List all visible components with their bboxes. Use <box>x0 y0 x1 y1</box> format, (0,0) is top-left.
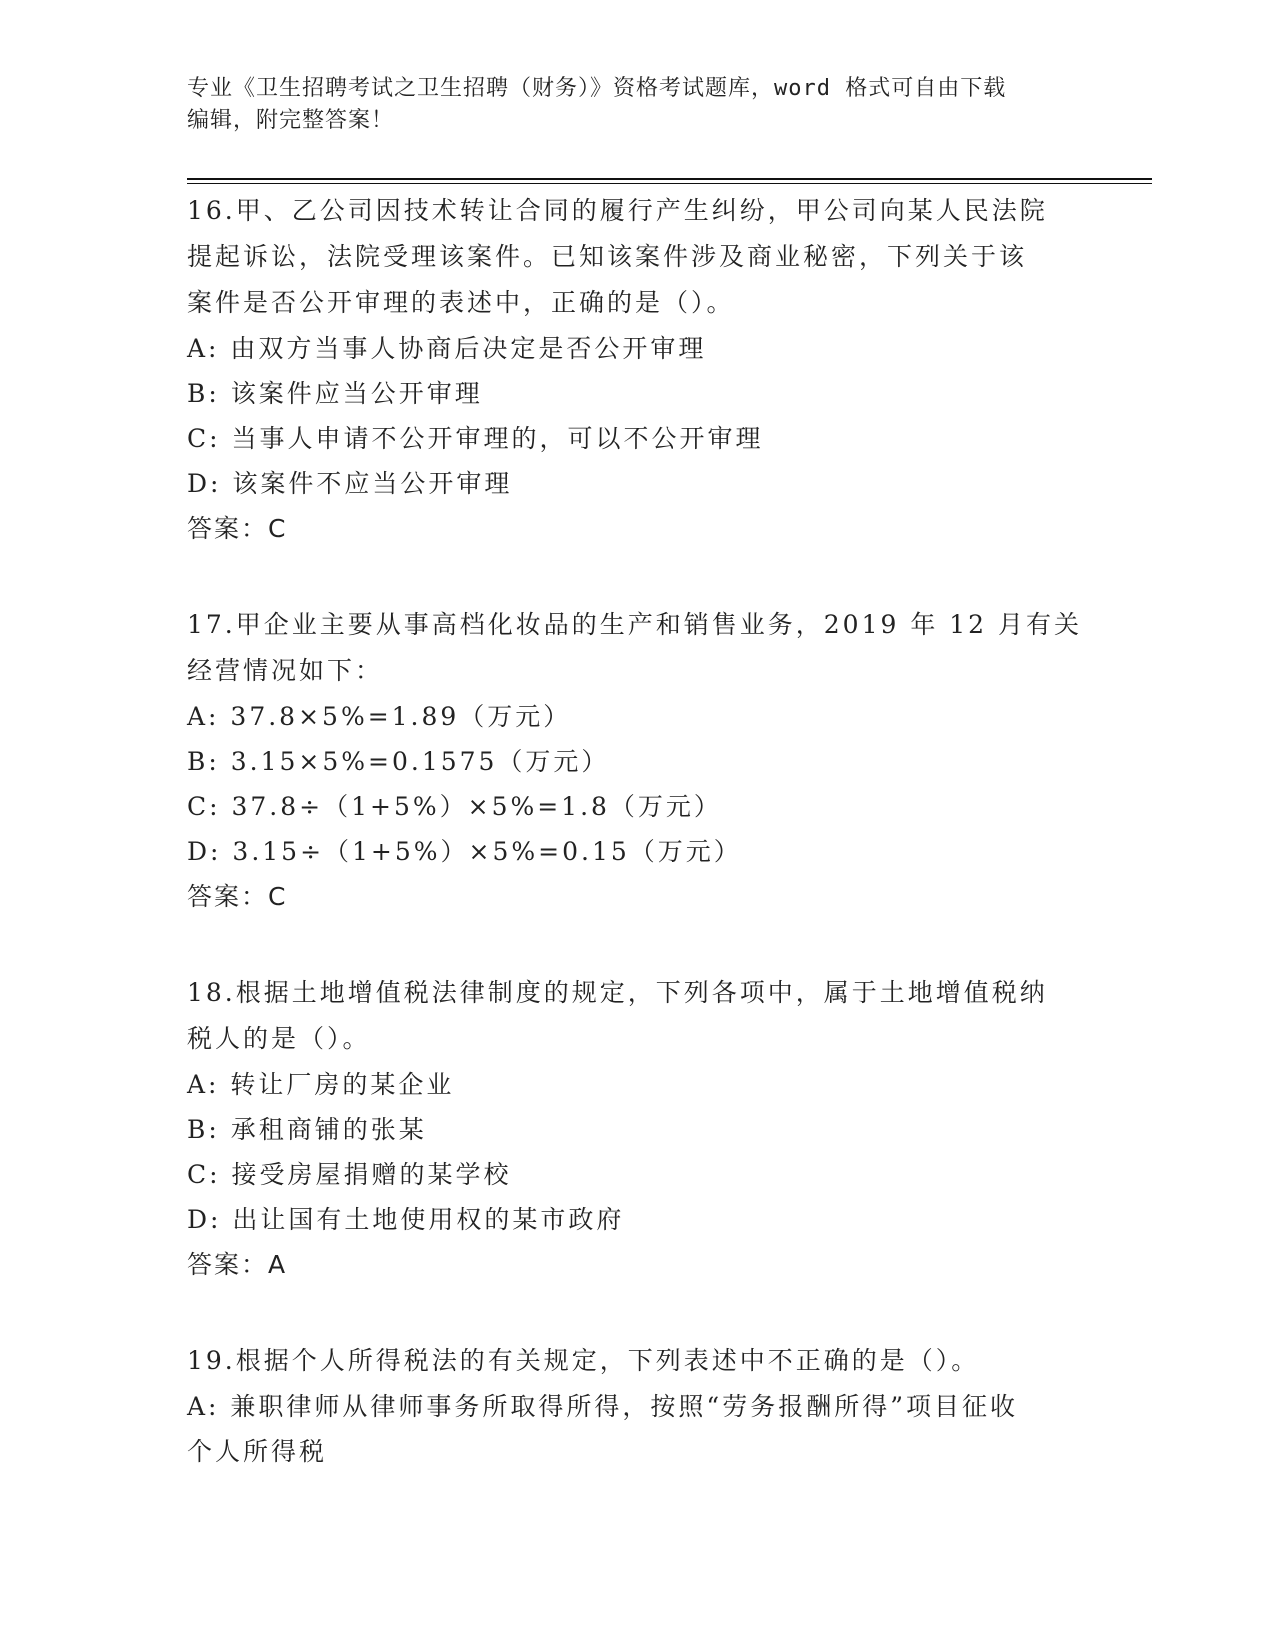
header-line-1: 专业《卫生招聘考试之卫生招聘（财务）》资格考试题库，word 格式可自由下载 <box>187 76 1007 101</box>
question-18 <box>187 970 1087 1288</box>
header-divider-thick <box>187 178 1152 180</box>
question-17 <box>187 602 1087 920</box>
question-spacer <box>187 552 1087 602</box>
option-c: C: 接受房屋捐赠的某学校 <box>187 1160 512 1189</box>
answer-label: 答案：C <box>187 882 288 911</box>
answer-label: 答案：C <box>187 514 288 543</box>
question-list <box>187 188 1087 1474</box>
option-d: D: 该案件不应当公开审理 <box>187 469 513 498</box>
question-spacer <box>187 920 1087 970</box>
option-a: A: 转让厂房的某企业 <box>187 1070 455 1099</box>
option-c: C: 37.8÷（1+5%）×5%=1.8（万元） <box>187 792 722 821</box>
question-stem-line: 经营情况如下： <box>187 656 384 685</box>
option-c: C: 当事人申请不公开审理的，可以不公开审理 <box>187 424 764 453</box>
answer-label: 答案：A <box>187 1250 288 1279</box>
question-spacer <box>187 1288 1087 1338</box>
question-stem-line: 19.根据个人所得税法的有关规定，下列表述中不正确的是（）。 <box>187 1346 980 1375</box>
option-b: B: 该案件应当公开审理 <box>187 379 483 408</box>
option-a: A: 兼职律师从律师事务所取得所得，按照“劳务报酬所得”项目征收 <box>187 1392 1018 1421</box>
option-d: D: 出让国有土地使用权的某市政府 <box>187 1205 625 1234</box>
question-stem-line: 17.甲企业主要从事高档化妆品的生产和销售业务，2019 年 12 月有关 <box>187 610 1083 639</box>
question-stem-line: 18.根据土地增值税法律制度的规定，下列各项中，属于土地增值税纳 <box>187 978 1048 1007</box>
option-d: D: 3.15÷（1+5%）×5%=0.15（万元） <box>187 837 742 866</box>
document-header <box>187 73 1067 137</box>
option-a-continued: 个人所得税 <box>187 1437 328 1466</box>
option-b: B: 3.15×5%=0.1575（万元） <box>187 747 610 776</box>
question-16 <box>187 188 1087 552</box>
option-a: A: 由双方当事人协商后决定是否公开审理 <box>187 334 707 363</box>
option-a: A: 37.8×5%=1.89（万元） <box>187 702 572 731</box>
question-stem-line: 案件是否公开审理的表述中，正确的是（）。 <box>187 288 735 317</box>
question-stem-line: 税人的是（）。 <box>187 1024 371 1053</box>
question-stem-line: 16.甲、乙公司因技术转让合同的履行产生纠纷，甲公司向某人民法院 <box>187 196 1048 225</box>
question-19 <box>187 1338 1087 1474</box>
header-line-2: 编辑，附完整答案！ <box>187 108 395 133</box>
option-b: B: 承租商铺的张某 <box>187 1115 427 1144</box>
question-stem-line: 提起诉讼，法院受理该案件。已知该案件涉及商业秘密，下列关于该 <box>187 242 1028 271</box>
header-divider-thin <box>187 183 1152 184</box>
